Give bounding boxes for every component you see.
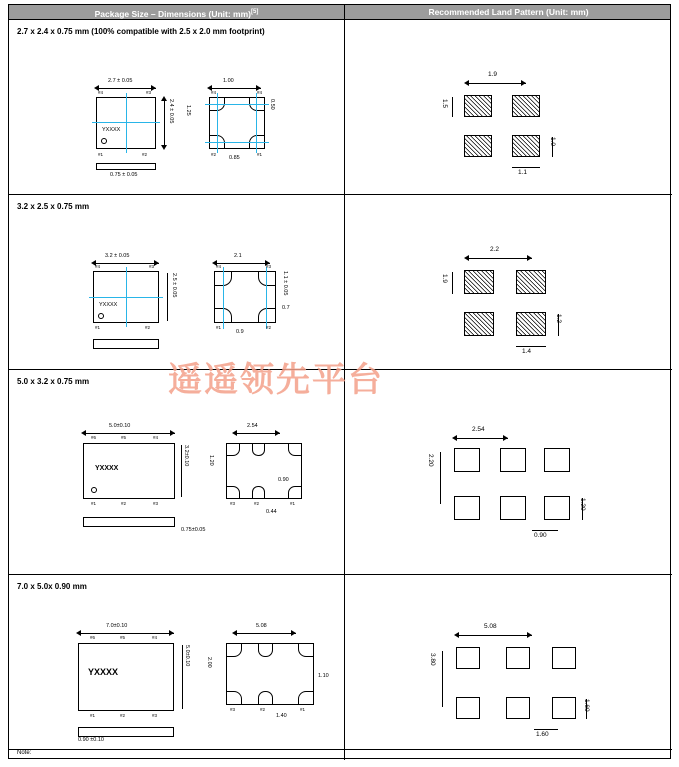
dim-side-height-2: 2.5 ± 0.05 <box>171 273 177 298</box>
package-drawing-1: 2.7 ± 0.05 YXXXX 2.4 ± 0.05 #4 #3 #1 #2 0.75 ± 0.05 <box>84 75 194 170</box>
land-pad-w-4: 1.60 <box>536 731 549 738</box>
marking-4: YXXXX <box>88 667 119 677</box>
dim-pad-width-1: 1.25 <box>185 105 191 116</box>
dim-pitch-y-4: 2.00 <box>206 657 212 668</box>
dim-thickness-3: 0.75±0.05 <box>181 527 206 533</box>
watermark: 遥遥领先平台 <box>168 360 384 400</box>
land-pad-h-2: 1.2 <box>555 314 562 324</box>
table-row <box>9 20 672 195</box>
land-width-1: 1.9 <box>488 71 498 78</box>
dim-pad-small-2: 0.7 <box>282 305 290 311</box>
land-height-4: 3.80 <box>429 653 436 666</box>
land-pad-w-3: 0.90 <box>534 532 547 539</box>
dim-pitch-x-2: 2.1 <box>234 253 242 259</box>
table-row <box>9 195 672 370</box>
land-pattern-3 <box>424 418 604 558</box>
land-pad-w-2: 1.4 <box>522 348 532 355</box>
footer-note: Note: <box>17 750 32 756</box>
pad-drawing-3: 2.54 1.20 0.90 0.44 #3 #2 #1 <box>214 415 344 545</box>
land-pad-h-3: 1.20 <box>579 498 586 511</box>
dim-pitch-x-1: 1.00 <box>223 78 234 84</box>
dim-side-height-1: 2.4 ± 0.05 <box>168 99 174 124</box>
dim-top-width-4: 7.0±0.10 <box>106 623 128 629</box>
marking-3: YXXXX <box>95 465 119 472</box>
dim-thickness-4: 0.90 ±0.10 <box>78 737 104 743</box>
datasheet-table <box>8 4 671 759</box>
land-width-4: 5.08 <box>484 623 497 630</box>
marking-2: YXXXX <box>99 302 118 308</box>
dim-pad-small-1: 0.50 <box>269 99 275 110</box>
row-label-3: 5.0 x 3.2 x 0.75 mm <box>17 377 90 386</box>
dim-pitch-x-4: 5.08 <box>256 623 267 629</box>
land-width-2: 2.2 <box>490 246 500 253</box>
dim-pad-w-4: 1.40 <box>276 713 287 719</box>
package-drawing-3: 5.0±0.10 YXXXX 3.2±0.10 #6 #5 #4 #1 #2 #3 0.75±0.05 <box>69 415 209 555</box>
header-footnote-ref: [5] <box>251 9 259 15</box>
dim-top-width-1: 2.7 ± 0.05 <box>108 78 133 84</box>
dim-top-width-2: 3.2 ± 0.05 <box>105 253 130 259</box>
package-drawing-2: 3.2 ± 0.05 YXXXX 2.5 ± 0.05 #4 #3 #1 #2 <box>79 245 199 355</box>
header-land-pattern: Recommended Land Pattern (Unit: mm) <box>344 5 672 20</box>
header-package-size: Package Size – Dimensions (Unit: mm)[5] <box>94 8 259 19</box>
land-width-3: 2.54 <box>472 426 485 433</box>
dim-gap-1: 0.85 <box>229 155 240 161</box>
land-pattern-1 <box>434 65 584 185</box>
dim-side-height-3: 3.2±0.10 <box>183 445 189 467</box>
pad-drawing-4: 5.08 2.00 1.10 1.40 #3 #2 #1 <box>206 623 329 719</box>
package-drawing-4: 7.0±0.10 YXXXX 5.0±0.10 #6 #5 #4 #1 #2 #3 0.90 ±0.10 <box>78 623 190 743</box>
dim-top-width-3: 5.0±0.10 <box>109 423 131 429</box>
table-header <box>9 5 670 20</box>
pad-drawing-2: 2.1 #4 #3 #1 #2 1.1 ± 0.05 0.7 0.9 <box>204 245 324 355</box>
dim-pad-w-3: 0.44 <box>266 509 277 515</box>
dim-pitch-x-3: 2.54 <box>247 423 258 429</box>
row-label-4: 7.0 x 5.0x 0.90 mm <box>17 582 87 591</box>
row-label-1: 2.7 x 2.4 x 0.75 mm (100% compatible with 2.5 x 2.0 mm footprint) <box>17 27 265 36</box>
dim-thickness-1: 0.75 ± 0.05 <box>110 172 138 178</box>
dim-side-height-4: 5.0±0.10 <box>184 645 190 667</box>
dim-pad-h-2: 1.1 ± 0.05 <box>282 271 288 296</box>
land-height-2: 1.9 <box>441 274 448 284</box>
dim-pitch-y-3: 1.20 <box>208 455 214 466</box>
land-height-3: 2.20 <box>427 454 434 467</box>
footer-row <box>9 750 672 759</box>
marking-1: YXXXX <box>102 127 121 133</box>
land-pad-h-4: 1.60 <box>583 699 590 712</box>
land-pad-w-1: 1.1 <box>518 169 528 176</box>
land-height-1: 1.5 <box>441 99 448 109</box>
dim-pad-small-3: 0.90 <box>278 477 289 483</box>
dim-pad-small-4: 1.10 <box>318 673 329 679</box>
row-label-2: 3.2 x 2.5 x 0.75 mm <box>17 202 90 211</box>
land-pattern-4 <box>424 615 604 755</box>
table-row <box>9 575 672 750</box>
land-pattern-2 <box>434 240 594 360</box>
land-pad-h-1: 1.0 <box>549 137 556 147</box>
pad-drawing-1: 1.00 #4 #4 #2 #1 1.25 0.50 0.85 <box>185 78 275 161</box>
table-row <box>9 370 672 575</box>
dim-gap-2: 0.9 <box>236 329 244 335</box>
